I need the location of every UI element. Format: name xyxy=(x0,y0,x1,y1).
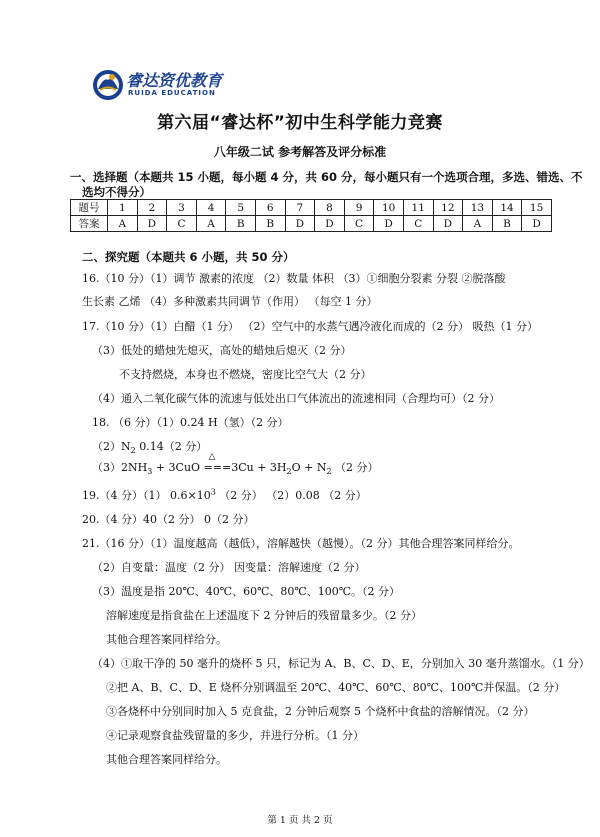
answer-cell: D xyxy=(522,216,552,232)
q18-eq-score: （2 分） xyxy=(331,461,379,474)
question-number: 1 xyxy=(108,200,138,216)
q19-score: （2 分） （2）0.08 （2 分） xyxy=(215,489,367,502)
q17-line3: 不支持燃烧，本身也不燃烧，密度比空气大（2 分） xyxy=(119,368,372,381)
q19-text: 19.（4 分）（1） 0.6×10 xyxy=(82,489,211,502)
logo-english-text: RUIDA EDUCATION xyxy=(128,89,216,97)
q21-line8: ③各烧杯中分别同时加入 5 克食盐，2 分钟后观察 5 个烧杯中食盐的溶解情况。（2 分） xyxy=(106,705,535,718)
page-title: 第六届“睿达杯”初中生科学能力竞赛 xyxy=(157,113,443,133)
answer-cell: C xyxy=(344,216,374,232)
answer-cell: D xyxy=(315,216,345,232)
answer-cell: B xyxy=(255,216,285,232)
question-number: 2 xyxy=(137,200,167,216)
question-number: 8 xyxy=(315,200,345,216)
q18-eq-reactant2: + 3CuO xyxy=(152,461,204,474)
q19-line xyxy=(82,487,367,503)
q18-eq-equals: === xyxy=(203,461,232,474)
q21-line10: 其他合理答案同样给分。 xyxy=(106,753,227,766)
q21-line3: （3）温度是指 20℃、40℃、60℃、80℃、100℃。（2 分） xyxy=(92,585,400,598)
q16-line1: 16.（10 分）（1）调节 激素的浓度 （2）数量 体积 （3）①细胞分裂素 分裂 ②脱落酸 xyxy=(82,272,506,285)
section1-heading-line1: 一、选择题（本题共 15 小题，每小题 4 分，共 60 分，每小题只有一个选项合理，多选、错选、不 xyxy=(70,170,583,184)
q18-eq-prefix: （3） xyxy=(92,461,121,474)
q18-line1: 18. （6 分）（1）0.24 H（氢）（2 分） xyxy=(92,416,289,429)
question-number: 5 xyxy=(226,200,256,216)
question-number-label: 题号 xyxy=(71,200,108,216)
q21-line7: ②把 A、B、C、D、E 烧杯分别调温至 20℃、40℃、60℃、80℃、100℃并保温。（2 分） xyxy=(106,681,566,694)
answer-cell: A xyxy=(196,216,226,232)
page-footer: 第 1 页 共 2 页 xyxy=(267,815,333,826)
q21-line4: 溶解速度是指食盐在上述温度下 2 分钟后的残留量多少。（2 分） xyxy=(106,609,422,622)
question-number: 7 xyxy=(285,200,315,216)
q18-eq-delta: △ xyxy=(208,452,216,462)
answer-cell: D xyxy=(374,216,404,232)
logo-chinese-text: 睿达资优教育 xyxy=(126,71,223,90)
question-number: 15 xyxy=(522,200,552,216)
q18-equation xyxy=(92,452,379,477)
question-number: 6 xyxy=(255,200,285,216)
answer-cell: D xyxy=(137,216,167,232)
question-number: 9 xyxy=(344,200,374,216)
q17-line4: （4）通入二氧化碳气体的流速与低处出口气体流出的流速相同（合理均可）（2 分） xyxy=(92,392,500,405)
q21-line6: （4）①取干净的 50 毫升的烧杯 5 只，标记为 A、B、C、D、E，分别加入 30 毫升蒸馏水。（1 分） xyxy=(92,657,590,670)
question-number: 13 xyxy=(463,200,493,216)
answer-cell: B xyxy=(492,216,522,232)
section1-heading-line2: 选均不得分） xyxy=(82,185,151,199)
ruida-logo xyxy=(90,66,240,106)
q20-line: 20.（4 分）40（2 分） 0（2 分） xyxy=(82,513,255,526)
answer-table xyxy=(70,199,552,232)
answer-cell: A xyxy=(108,216,138,232)
section2-heading: 二、探究题（本题共 6 小题，共 50 分） xyxy=(82,250,295,264)
q19-superscript: 3 xyxy=(210,487,216,497)
q21-line1: 21.（16 分）（1）温度越高（越低），溶解越快（越慢）。（2 分）其他合理答案同样给分。 xyxy=(82,537,520,550)
table-row xyxy=(71,216,552,232)
q18-eq-sub1: 3 xyxy=(147,467,153,477)
answer-cell: D xyxy=(433,216,463,232)
answer-label: 答案 xyxy=(71,216,108,232)
answer-cell: C xyxy=(167,216,197,232)
q18-line2-score: 0.14（2 分） xyxy=(135,440,208,453)
q17-line2: （3）低处的蜡烛先熄灭，高处的蜡烛后熄灭（2 分） xyxy=(92,344,352,357)
table-row xyxy=(71,200,552,216)
q18-eq-reactant1: 2NH xyxy=(121,461,148,474)
q21-line5: 其他合理答案同样给分。 xyxy=(106,633,227,646)
q18-eq-sub3: 2 xyxy=(326,467,332,477)
q18-eq-sub2: 2 xyxy=(286,467,292,477)
q18-line2 xyxy=(92,438,207,454)
question-number: 10 xyxy=(374,200,404,216)
answer-cell: D xyxy=(285,216,315,232)
q18-line2-text: （2）N xyxy=(92,440,131,453)
answer-cell: A xyxy=(463,216,493,232)
question-number: 11 xyxy=(403,200,433,216)
answer-cell: C xyxy=(403,216,433,232)
question-number: 3 xyxy=(167,200,197,216)
question-number: 12 xyxy=(433,200,463,216)
q18-eq-product1: 3Cu + 3H xyxy=(231,461,287,474)
q17-line1: 17.（10 分）（1）白醋（1 分） （2）空气中的水蒸气遇冷液化而成的（2 分） 吸热（1 分） xyxy=(82,320,538,333)
q18-line2-subscript: 2 xyxy=(130,446,136,456)
answer-cell: B xyxy=(226,216,256,232)
question-number: 14 xyxy=(492,200,522,216)
question-number: 4 xyxy=(196,200,226,216)
q16-line2: 生长素 乙烯 （4）多种激素共同调节（作用） （每空 1 分） xyxy=(82,295,378,308)
q21-line9: ④记录观察食盐残留量的多少，并进行分析。（1 分） xyxy=(106,729,364,742)
q18-eq-product2: O + N xyxy=(291,461,327,474)
page-subtitle: 八年级二试 参考解答及评分标准 xyxy=(213,145,387,159)
q18-eq-condition xyxy=(203,452,232,474)
q21-line2: （2）自变量：温度（2 分） 因变量：溶解速度（2 分） xyxy=(92,561,366,574)
